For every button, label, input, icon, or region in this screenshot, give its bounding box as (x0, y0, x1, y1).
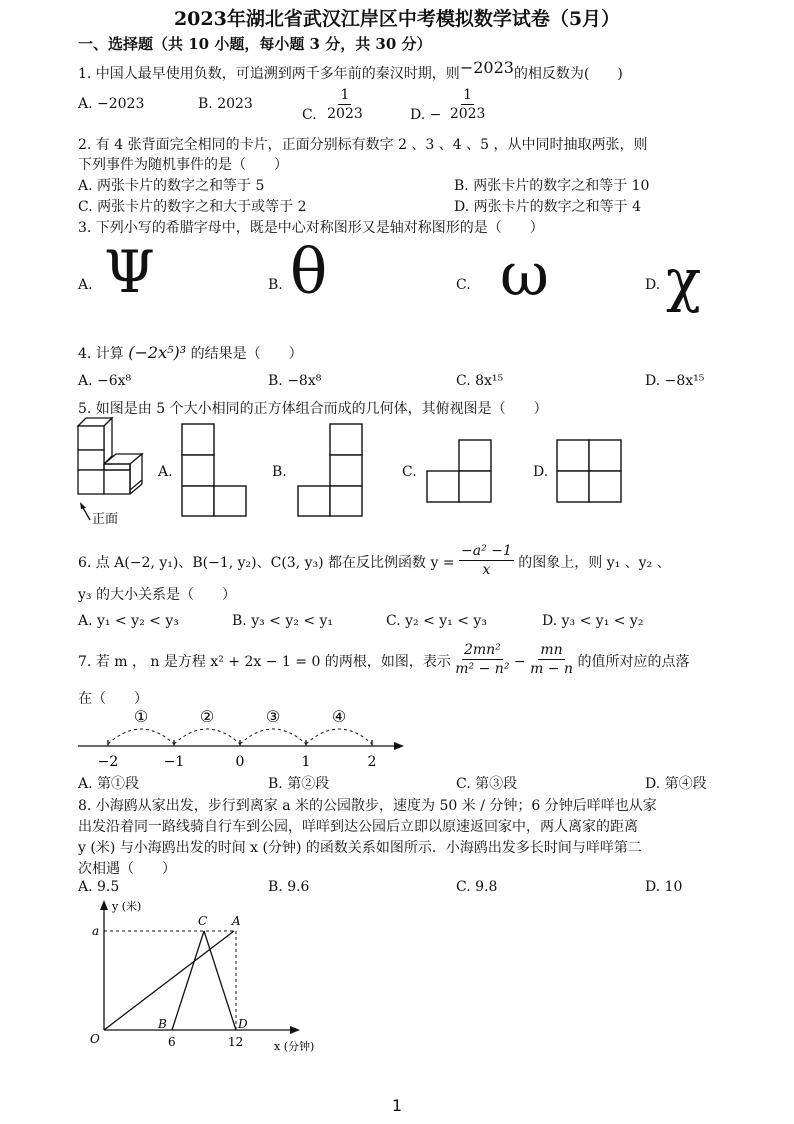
segment-4-label: ④ (331, 707, 347, 726)
q8-option-d[interactable]: D. 10 (645, 879, 683, 895)
q5-option-c-figure (425, 438, 493, 504)
fraction-numerator: −a² −1 (461, 543, 512, 559)
q4-option-b[interactable]: B. −8x⁸ (268, 373, 322, 389)
line-bc (172, 931, 204, 1030)
q6-option-a[interactable]: A. y₁ < y₂ < y₃ (78, 613, 179, 629)
q1-option-a[interactable]: A. −2023 (78, 96, 145, 112)
q6-option-b[interactable]: B. y₃ < y₂ < y₁ (232, 613, 334, 629)
x-axis-label: x (分钟) (274, 1040, 315, 1053)
psi-glyph: Ψ (104, 238, 155, 306)
fraction-denominator: 2023 (327, 106, 363, 122)
q1-option-d[interactable] (410, 86, 485, 123)
q1-option-c-label: C. (302, 106, 317, 123)
q8-option-b[interactable]: B. 9.6 (268, 879, 310, 895)
q3-stem: 3. 下列小写的希腊字母中，既是中心对称图形又是轴对称图形的是（ ） (78, 220, 544, 236)
tick-label: −2 (97, 754, 119, 770)
q2-stem-line1: 2. 有 4 张背面完全相同的卡片，正面分别标有数字 2 、3 、4 、5 ，从中同时抽取两张，则 (78, 137, 648, 153)
number-line-figure (74, 704, 414, 774)
fraction-numerator: mn (540, 642, 563, 658)
q5-option-c[interactable]: C. (402, 464, 417, 480)
point-b-label: B (158, 1017, 167, 1031)
q3-option-b-label: B. (268, 277, 283, 293)
q3-option-b[interactable] (268, 277, 283, 293)
q1-stem-value: −2023 (459, 58, 514, 77)
fraction-numerator: 2mn² (463, 642, 501, 658)
tick-label: 0 (235, 754, 245, 770)
y-axis-label: y (米) (112, 900, 142, 913)
q5-option-a[interactable]: A. (158, 464, 173, 480)
point-a-label: A (232, 914, 241, 928)
q6-stem-b: 的图象上，则 y₁ 、y₂ 、 (518, 554, 671, 571)
q7-option-a[interactable]: A. 第①段 (78, 776, 140, 792)
q1-option-d-label: D. − (410, 106, 442, 123)
q8-stem-line3: y (米) 与小海鸥出发的时间 x (分钟) 的函数关系如图所示．小海鸥出发多长时间与咩咩第二 (78, 840, 642, 856)
q2-option-b[interactable]: B. 两张卡片的数字之和等于 10 (454, 178, 650, 194)
tick-label: 1 (301, 754, 311, 770)
arrow-head (80, 502, 86, 509)
page-title: 2023年湖北省武汉江岸区中考模拟数学试卷（5月） (173, 8, 621, 30)
y-axis-arrow (100, 900, 108, 910)
q7-option-b[interactable]: B. 第②段 (268, 776, 330, 792)
fraction-denominator: m − n (530, 661, 574, 677)
q7-fraction-2 (530, 641, 573, 678)
q1-option-c-fraction (327, 86, 363, 123)
q7-option-d[interactable]: D. 第④段 (645, 776, 707, 792)
chi-glyph: χ (666, 246, 702, 314)
line-oa (104, 931, 234, 1030)
q6-stem-line1 (78, 542, 671, 579)
q5-option-d[interactable]: D. (533, 464, 549, 480)
q5-option-d-figure (555, 438, 623, 504)
a-label: a (92, 924, 100, 938)
q5-stem: 5. 如图是由 5 个大小相同的正方体组合而成的几何体，其俯视图是（ ） (78, 401, 548, 417)
x-tick-6: 6 (168, 1035, 176, 1049)
q6-option-c[interactable]: C. y₂ < y₁ < y₃ (386, 613, 487, 629)
q1-stem (78, 58, 623, 83)
q6-stem-line2: y₃ 的大小关系是（ ） (78, 587, 236, 603)
q1-option-b[interactable]: B. 2023 (198, 96, 253, 112)
axis-arrow (394, 742, 404, 750)
q4-option-c[interactable]: C. 8x¹⁵ (456, 373, 504, 389)
q3-option-d-label: D. (645, 277, 661, 293)
q7-stem-b: 的值所对应的点落 (577, 653, 690, 670)
q8-option-a[interactable]: A. 9.5 (78, 879, 120, 895)
q5-option-b[interactable]: B. (272, 464, 287, 480)
q7-minus: − (513, 653, 526, 670)
q3-option-a[interactable] (78, 277, 93, 293)
fraction-denominator: m² − n² (455, 661, 510, 677)
q3-option-a-label: A. (78, 277, 93, 293)
x-tick-12: 12 (228, 1035, 244, 1049)
q5-option-a-figure (180, 422, 248, 518)
line-cd (204, 931, 236, 1030)
q8-stem-line1: 8. 小海鸥从家出发，步行到离家 a 米的公园散步，速度为 50 米 / 分钟；6 分钟后咩咩也从家 (78, 798, 657, 814)
point-d-label: D (238, 1017, 248, 1031)
q4-option-a[interactable]: A. −6x⁸ (78, 373, 132, 389)
q6-option-d[interactable]: D. y₃ < y₁ < y₂ (542, 613, 644, 629)
q1-option-c[interactable] (302, 86, 363, 123)
q1-stem-b: 的相反数为( ) (513, 66, 623, 82)
omega-glyph: ω (500, 240, 549, 310)
section-heading: 一、选择题（共 10 小题，每小题 3 分，共 30 分） (78, 35, 432, 53)
q3-option-d[interactable] (645, 277, 660, 293)
q6-stem-a: 6. 点 A(−2, y₁)、B(−1, y₂)、C(3, y₃) 都在反比例函数 y = (78, 554, 455, 571)
q2-stem-line2: 下列事件为随机事件的是（ ） (78, 157, 288, 173)
segment-1-label: ① (133, 707, 149, 726)
fraction-numerator: 1 (463, 87, 473, 103)
page-number: 1 (391, 1096, 403, 1115)
q2-option-a[interactable]: A. 两张卡片的数字之和等于 5 (78, 178, 265, 194)
distance-time-graph (82, 898, 332, 1058)
tick-label: 2 (367, 754, 377, 770)
q7-stem-a: 7. 若 m ， n 是方程 x² + 2x − 1 = 0 的两根，如图，表示 (78, 653, 451, 670)
q4-stem (78, 343, 303, 363)
theta-glyph: θ (290, 235, 328, 308)
q5-option-b-figure (296, 422, 364, 518)
q8-stem-line2: 出发沿着同一路线骑自行车到公园，咩咩到达公园后立即以原速返回家中，两人离家的距离 (78, 819, 638, 835)
fraction-numerator: 1 (340, 87, 350, 103)
q7-fraction-1 (455, 641, 509, 678)
q4-option-d[interactable]: D. −8x¹⁵ (645, 373, 705, 389)
q2-option-c[interactable]: C. 两张卡片的数字之和大于或等于 2 (78, 199, 307, 215)
q1-option-d-fraction (450, 86, 486, 123)
q8-stem-line4: 次相遇（ ） (78, 861, 176, 877)
front-label: 正面 (92, 512, 119, 527)
fraction-denominator: x (482, 562, 491, 578)
point-c-label: C (198, 914, 208, 928)
q1-stem-a: 1. 中国人最早使用负数，可追溯到两千多年前的秦汉时期，则 (78, 66, 460, 82)
q3-option-c[interactable] (456, 277, 471, 293)
q6-fraction (459, 542, 514, 579)
tick-label: −1 (163, 754, 185, 770)
q7-stem-line2: 在（ ） (78, 691, 148, 707)
segment-2-label: ② (199, 707, 215, 726)
q2-option-d[interactable]: D. 两张卡片的数字之和等于 4 (454, 199, 641, 215)
q4-expression: (−2x⁵)³ (128, 343, 187, 362)
q8-option-c[interactable]: C. 9.8 (456, 879, 498, 895)
q7-option-c[interactable]: C. 第③段 (456, 776, 518, 792)
q7-stem-line1 (78, 641, 689, 678)
q4-stem-b: 的结果是（ ） (190, 346, 303, 362)
x-axis-arrow (290, 1026, 300, 1034)
q4-stem-a: 4. 计算 (78, 346, 124, 362)
fraction-denominator: 2023 (449, 106, 486, 122)
origin-label: O (90, 1032, 100, 1046)
segment-3-label: ③ (265, 707, 281, 726)
q3-option-c-label: C. (456, 277, 471, 293)
